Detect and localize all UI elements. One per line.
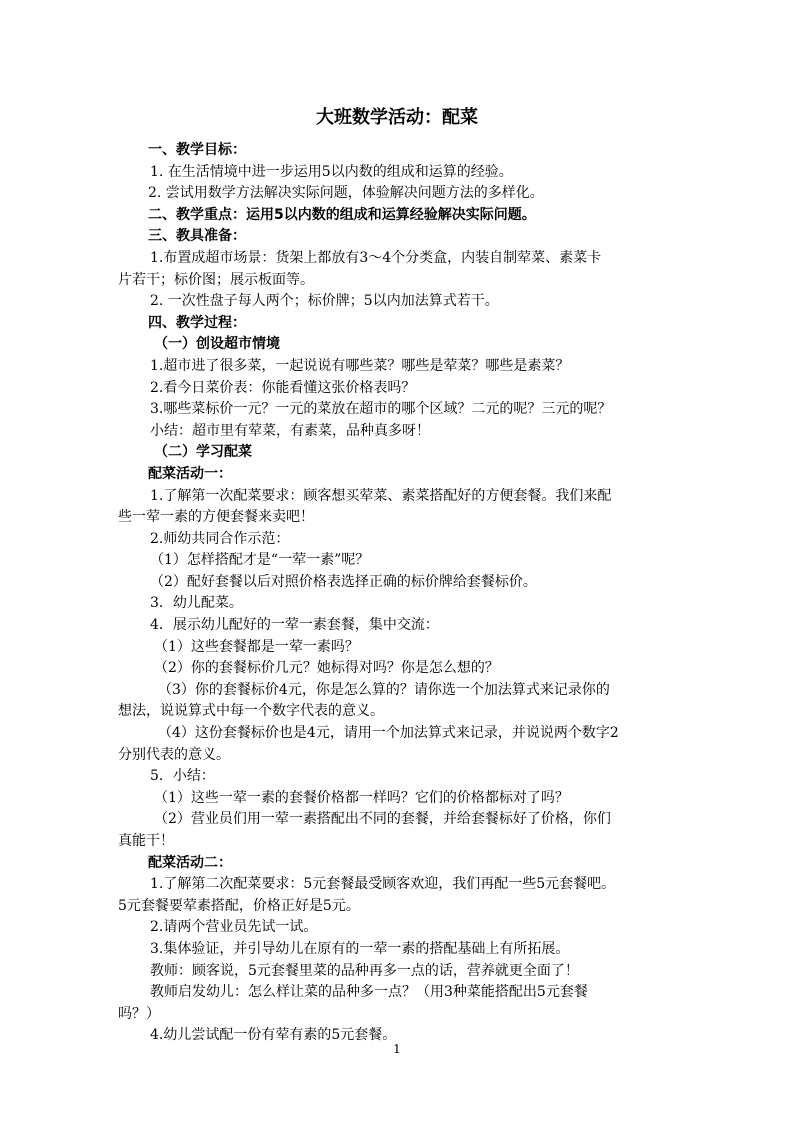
paragraph-line: 4.幼儿尝试配一份有荤有素的5元套餐。	[150, 1027, 397, 1044]
section-heading: 三、教具准备：	[148, 228, 246, 245]
section-heading: 配菜活动二：	[148, 854, 232, 871]
paragraph-line: 4．展示幼儿配好的一荤一素套餐，集中交流：	[150, 617, 439, 634]
paragraph-line: （4）这份套餐标价也是4元，请用一个加法算式来记录，并说说两个数字2	[158, 725, 619, 742]
section-heading: （一）创设超市情境	[154, 336, 280, 353]
page-number: 1	[393, 1042, 401, 1056]
paragraph-line: 2. 尝试用数学方法解决实际问题，体验解决问题方法的多样化。	[148, 185, 544, 202]
paragraph-line: 2. 一次性盘子每人两个；标价牌；5以内加法算式若干。	[150, 293, 499, 310]
paragraph-line: 1.布置成超市场景：货架上都放有3～4个分类盒，内装自制荤菜、素菜卡	[150, 249, 602, 266]
paragraph-line: 些一荤一素的方便套餐来卖吧！	[118, 509, 314, 526]
paragraph-line: 2.师幼共同合作示范：	[150, 530, 290, 547]
paragraph-line: 1.了解第二次配菜要求：5元套餐最受顾客欢迎，我们再配一些5元套餐吧。	[150, 876, 616, 893]
paragraph-line: （2）你的套餐标价几元？她标得对吗？你是怎么想的？	[154, 660, 499, 677]
paragraph-line: 3．幼儿配菜。	[150, 595, 243, 612]
paragraph-line: 分别代表的意义。	[118, 746, 230, 763]
paragraph-line: 5．小结：	[150, 768, 215, 785]
section-heading: 四、教学过程：	[148, 314, 246, 331]
paragraph-line: （2）配好套餐以后对照价格表选择正确的标价牌给套餐标价。	[150, 573, 537, 590]
paragraph-line: 2.看今日菜价表：你能看懂这张价格表吗？	[150, 379, 416, 396]
section-heading: （二）学习配菜	[154, 444, 252, 461]
paragraph-line: 1.了解第一次配菜要求：顾客想买荤菜、素菜搭配好的方便套餐。我们来配	[150, 487, 612, 504]
section-heading: 一、教学目标：	[148, 142, 246, 158]
paragraph-line: 1. 在生活情境中进一步运用5以内数的组成和运算的经验。	[150, 163, 513, 180]
paragraph-line: （1）这些套餐都是一荤一素吗？	[154, 638, 359, 655]
paragraph-line: 3.集体验证，并引导幼儿在原有的一荤一素的搭配基础上有所拓展。	[150, 940, 570, 957]
paragraph-line: 教师：顾客说，5元套餐里菜的品种再多一点的话，营养就更全面了！	[150, 962, 579, 979]
document-body	[118, 140, 678, 1047]
paragraph-line: 吗？）	[118, 1005, 160, 1022]
document-title: 大班数学活动：配菜	[316, 107, 478, 128]
paragraph-line: 3.哪些菜标价一元？一元的菜放在超市的哪个区域？二元的呢？三元的呢？	[150, 401, 612, 418]
paragraph-line: 真能干！	[118, 833, 174, 849]
paragraph-line: 小结：超市里有荤菜，有素菜，品种真多呀！	[150, 422, 430, 439]
paragraph-line: 片若干；标价图；展示板面等。	[118, 271, 314, 288]
paragraph-line: （3）你的套餐标价4元，你是怎么算的？请你选一个加法算式来记录你的	[158, 681, 610, 698]
paragraph-line: 2.请两个营业员先试一试。	[150, 919, 318, 936]
paragraph-line: （1）这些一荤一素的套餐价格都一样吗？它们的价格都标对了吗？	[154, 789, 569, 806]
paragraph-line: 教师启发幼儿：怎么样让菜的品种多一点？（用3种菜能搭配出5元套餐	[150, 984, 588, 1001]
paragraph-line: 想法，说说算式中每一个数字代表的意义。	[118, 703, 384, 720]
section-heading: 配菜活动一：	[148, 465, 232, 482]
section-heading: 二、教学重点：运用5以内数的组成和运算经验解决实际问题。	[148, 206, 536, 223]
paragraph-line: 5元套餐要荤素搭配，价格正好是5元。	[118, 897, 360, 914]
paragraph-line: 1.超市进了很多菜，一起说说有哪些菜？哪些是荤菜？哪些是素菜？	[150, 357, 570, 374]
paragraph-line: （1）怎样搭配才是“一荤一素”呢？	[150, 552, 370, 569]
paragraph-line: （2）营业员们用一荤一素搭配出不同的套餐，并给套餐标好了价格，你们	[154, 811, 611, 828]
